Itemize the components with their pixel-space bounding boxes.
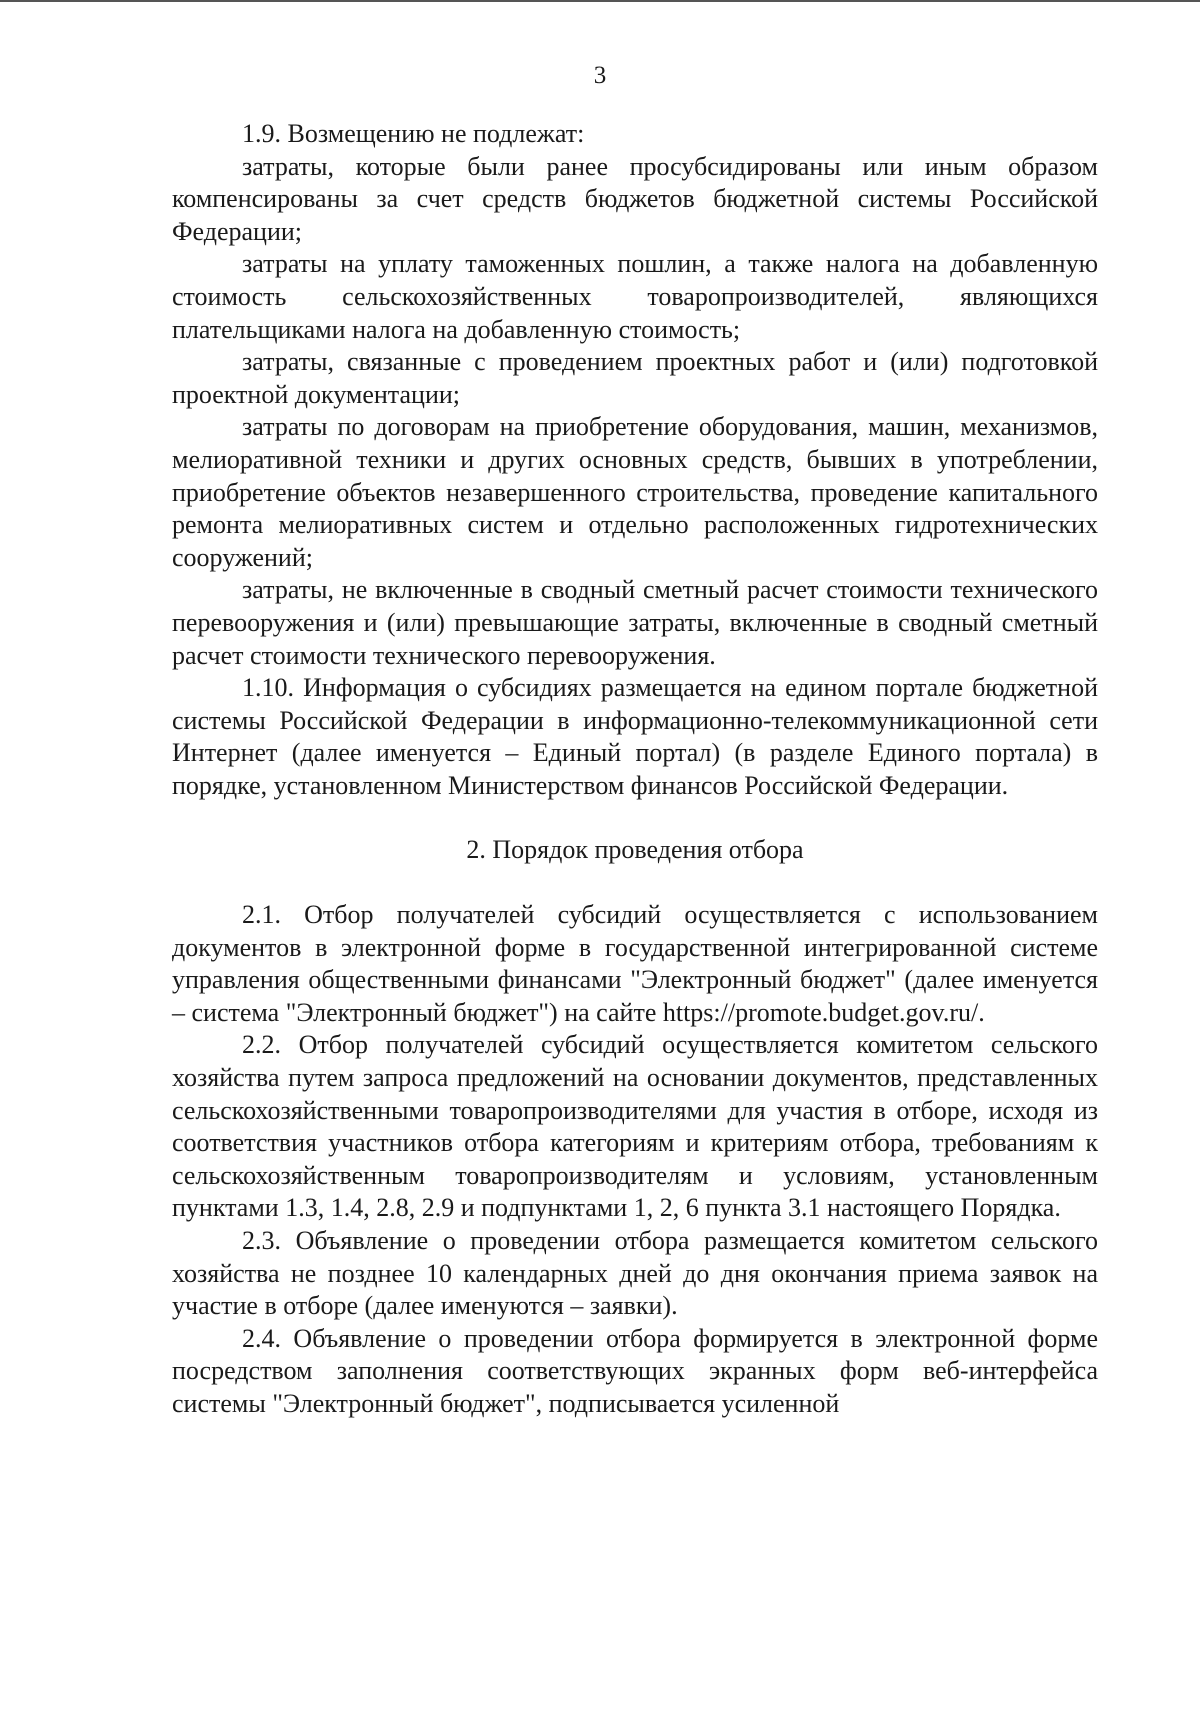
paragraph-cost-used-equipment: затраты по договорам на приобретение оборудования, машин, механизмов, мелиоративной техники и других основных средств, бывших в употреблении, приобретение объектов незавершенного строительства, проведение капитального ремонта мелиоративных систем и отдельно расположенных гидротехнических сооружений; — [172, 412, 1098, 572]
paragraph-2-1: 2.1. Отбор получателей субсидий осуществляется с использованием документов в электронной форме в государственной интегрированной системе управления общественными финансами "Электронный бюджет" (далее именуется – система "Электронный бюджет") на сайте https://promote.budget.gov.ru/. — [172, 900, 1098, 1027]
page-number: 3 — [593, 62, 607, 89]
paragraph-cost-estimate: затраты, не включенные в сводный сметный расчет стоимости технического перевооружения и (или) превышающие затраты, включенные в сводный сметный расчет стоимости технического перевооружения. — [172, 575, 1098, 670]
paragraph-cost-customs: затраты на уплату таможенных пошлин, а также налога на добавленную стоимость сельскохозяйственных товаропроизводителей, являющихся плательщиками налога на добавленную стоимость; — [172, 249, 1098, 344]
paragraph-1-10: 1.10. Информация о субсидиях размещается на едином портале бюджетной системы Российской Федерации в информационно-телекоммуникационной сети Интернет (далее именуется – Единый портал) (в разделе Единого портала) в порядке, установленном Министерством финансов Российской Федерации. — [172, 673, 1098, 800]
paragraph-cost-subsidized: затраты, которые были ранее просубсидированы или иным образом компенсированы за счет средств бюджетов бюджетной системы Российской Федерации; — [172, 151, 1098, 246]
paragraph-2-3: 2.3. Объявление о проведении отбора размещается комитетом сельского хозяйства не позднее 10 календарных дней до дня окончания приема заявок на участие в отборе (далее именуются – заявки). — [172, 1226, 1098, 1321]
paragraph-2-2: 2.2. Отбор получателей субсидий осуществляется комитетом сельского хозяйства путем запроса предложений на основании документов, представленных сельскохозяйственными товаропроизводителями для участия в отборе, исходя из соответствия участников отбора категориям и критериям отбора, требованиям к сельскохозяйственным товаропроизводителям и условиям, установленным пунктами 1.3, 1.4, 2.8, 2.9 и подпунктами 1, 2, 6 пункта 3.1 настоящего Порядка. — [172, 1030, 1098, 1223]
paragraph-cost-design: затраты, связанные с проведением проектных работ и (или) подготовкой проектной документации; — [172, 347, 1098, 409]
page-top-edge — [0, 0, 1200, 2]
paragraph-1-9: 1.9. Возмещению не подлежат: — [242, 119, 585, 148]
section-heading: 2. Порядок проведения отбора — [466, 835, 804, 865]
document-body — [172, 118, 1098, 1421]
paragraph-2-4: 2.4. Объявление о проведении отбора формируется в электронной форме посредством заполнения соответствующих экранных форм веб-интерфейса системы "Электронный бюджет", подписывается усиленной — [172, 1323, 1098, 1418]
